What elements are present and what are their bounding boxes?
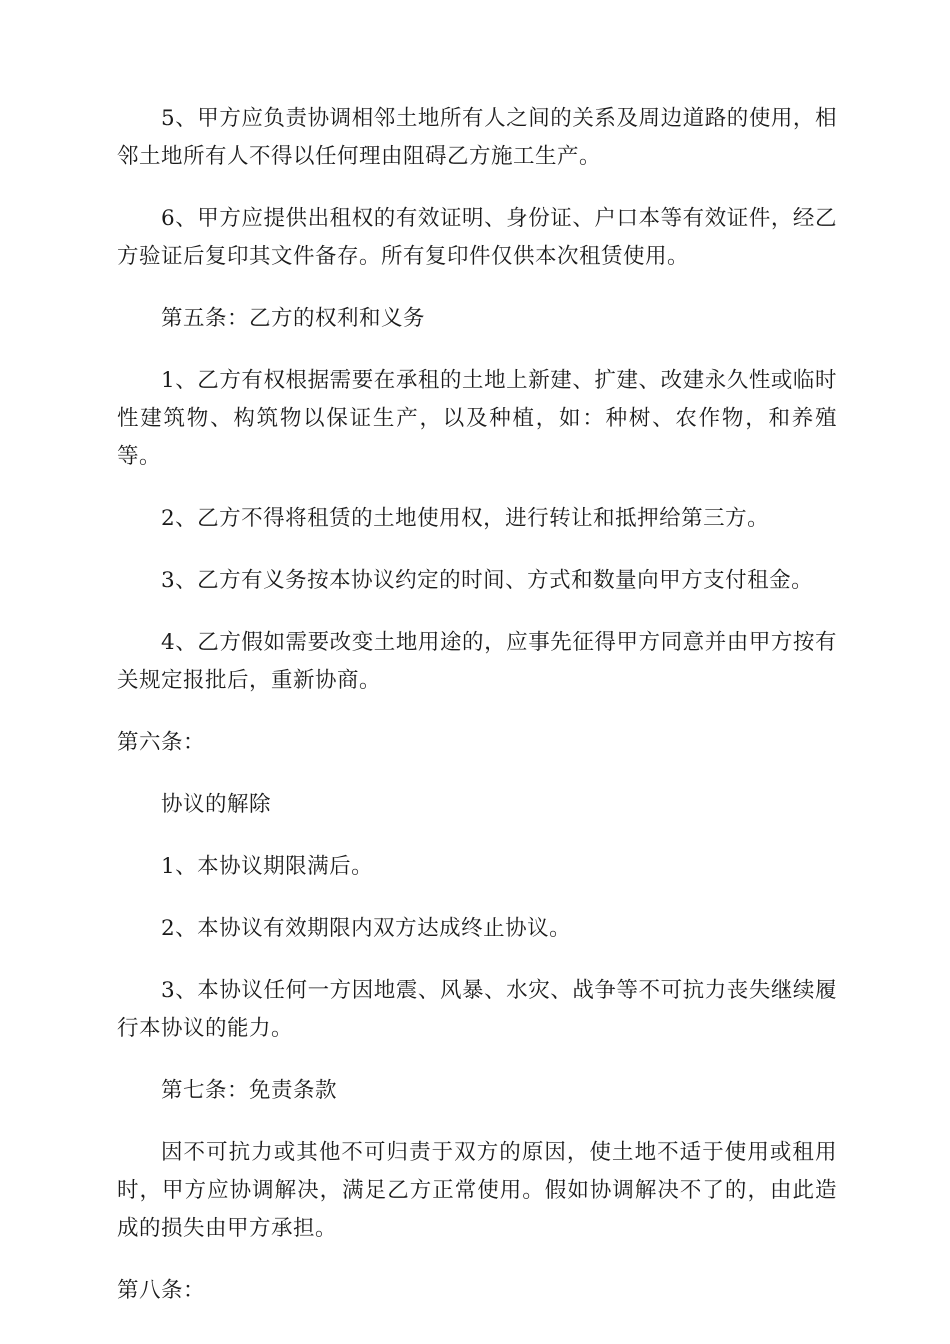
clause-4-item-5: 5、甲方应负责协调相邻土地所有人之间的关系及周边道路的使用，相邻土地所有人不得以任何理由阻碍乙方施工生产。 bbox=[117, 106, 837, 169]
clause-4-item-6: 6、甲方应提供出租权的有效证明、身份证、户口本等有效证件，经乙方验证后复印其文件备存。所有复印件仅供本次租赁使用。 bbox=[117, 206, 837, 269]
clause-6-heading: 第六条： bbox=[117, 730, 206, 755]
clause-7-body: 因不可抗力或其他不可归责于双方的原因，使土地不适于使用或租用时，甲方应协调解决，满足乙方正常使用。假如协调解决不了的，由此造成的损失由甲方承担。 bbox=[117, 1140, 837, 1241]
clause-5-item-4: 4、乙方假如需要改变土地用途的，应事先征得甲方同意并由甲方按有关规定报批后，重新协商。 bbox=[117, 630, 837, 693]
clause-8-heading: 第八条： bbox=[117, 1278, 206, 1303]
clause-5-item-2: 2、乙方不得将租赁的土地使用权，进行转让和抵押给第三方。 bbox=[161, 506, 770, 531]
document-body bbox=[117, 100, 837, 1334]
clause-7-heading: 第七条：免责条款 bbox=[161, 1078, 338, 1103]
clause-6-item-1: 1、本协议期限满后。 bbox=[161, 854, 374, 879]
clause-6-item-2: 2、本协议有效期限内双方达成终止协议。 bbox=[161, 916, 572, 941]
clause-6-subheading: 协议的解除 bbox=[161, 792, 272, 817]
clause-5-item-1: 1、乙方有权根据需要在承租的土地上新建、扩建、改建永久性或临时性建筑物、构筑物以保证生产，以及种植，如：种树、农作物，和养殖等。 bbox=[117, 368, 837, 469]
clause-6-item-3: 3、本协议任何一方因地震、风暴、水灾、战争等不可抗力丧失继续履行本协议的能力。 bbox=[117, 978, 837, 1041]
clause-5-heading: 第五条：乙方的权利和义务 bbox=[161, 306, 426, 331]
clause-5-item-3: 3、乙方有义务按本协议约定的时间、方式和数量向甲方支付租金。 bbox=[161, 568, 814, 593]
